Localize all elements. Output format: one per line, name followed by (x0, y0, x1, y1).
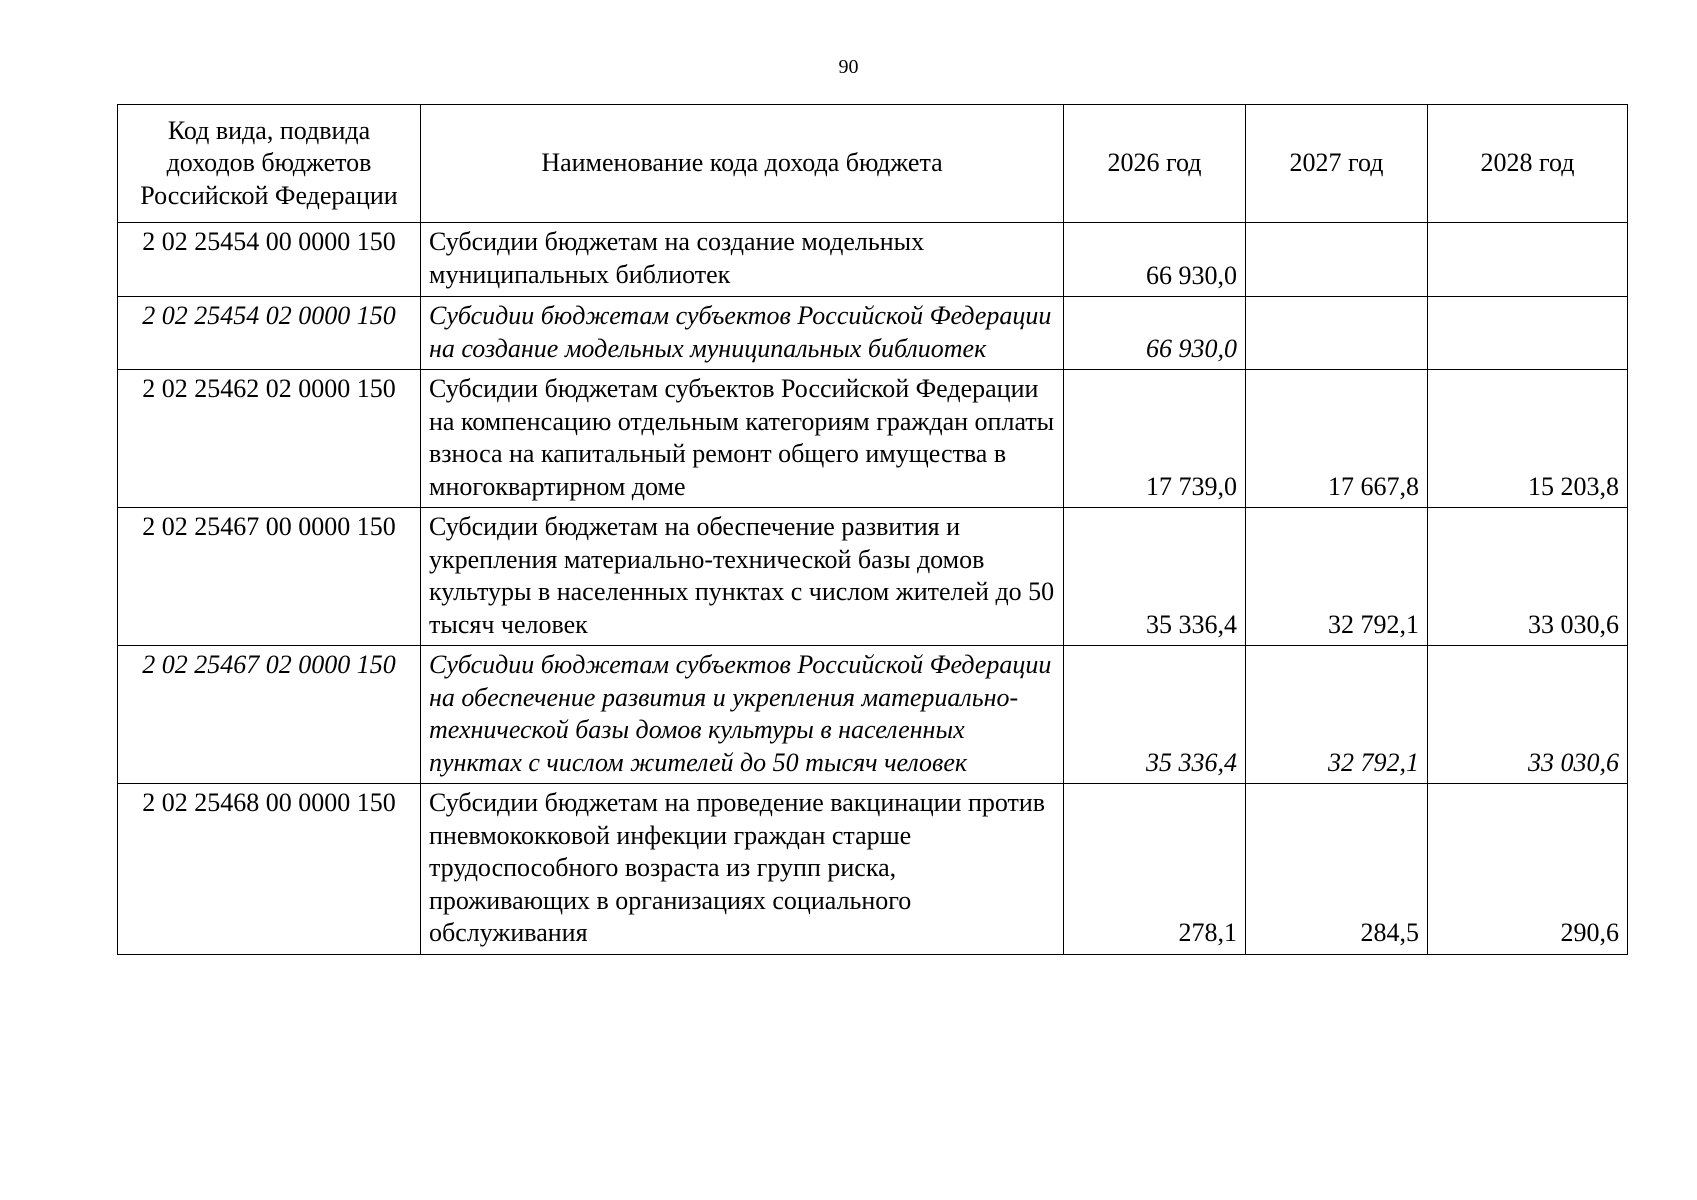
cell-2027: 32 792,1 (1246, 646, 1428, 784)
table-row (118, 508, 1628, 646)
cell-code: 2 02 25454 02 0000 150 (118, 297, 421, 370)
table-row (118, 223, 1628, 297)
header-year-2026: 2026 год (1064, 105, 1246, 223)
header-code: Код вида, подвида доходов бюджетов Российской Федерации (118, 105, 421, 223)
budget-table (117, 104, 1628, 955)
cell-2027: 17 667,8 (1246, 370, 1428, 508)
cell-name: Субсидии бюджетам на обеспечение развития и укрепления материально-технической базы домов культуры в населенных пунктах с числом жителей до 50 тысяч человек (421, 508, 1064, 646)
cell-name: Субсидии бюджетам на проведение вакцинации против пневмококковой инфекции граждан старше трудоспособного возраста из групп риска, проживающих в организациях социального обслуживания (421, 784, 1064, 955)
header-name: Наименование кода дохода бюджета (421, 105, 1064, 223)
cell-2027: 32 792,1 (1246, 508, 1428, 646)
header-year-2028: 2028 год (1428, 105, 1628, 223)
cell-2028: 33 030,6 (1428, 646, 1628, 784)
cell-name: Субсидии бюджетам субъектов Российской Федерации на создание модельных муниципальных библиотек (421, 297, 1064, 370)
cell-2028: 15 203,8 (1428, 370, 1628, 508)
cell-2028 (1428, 223, 1628, 297)
cell-2028 (1428, 297, 1628, 370)
page-number: 90 (838, 56, 859, 78)
table-row (118, 297, 1628, 370)
cell-2026: 278,1 (1064, 784, 1246, 955)
cell-2026: 66 930,0 (1064, 297, 1246, 370)
cell-2028: 33 030,6 (1428, 508, 1628, 646)
cell-2026: 17 739,0 (1064, 370, 1246, 508)
header-row (118, 105, 1628, 223)
cell-code: 2 02 25467 02 0000 150 (118, 646, 421, 784)
cell-name: Субсидии бюджетам субъектов Российской Федерации на компенсацию отдельным категориям граждан оплаты взноса на капитальный ремонт общего имущества в многоквартирном доме (421, 370, 1064, 508)
table-row (118, 370, 1628, 508)
table-row (118, 784, 1628, 955)
cell-code: 2 02 25454 00 0000 150 (118, 223, 421, 297)
cell-2027 (1246, 223, 1428, 297)
cell-code: 2 02 25467 00 0000 150 (118, 508, 421, 646)
cell-2028: 290,6 (1428, 784, 1628, 955)
cell-2026: 35 336,4 (1064, 508, 1246, 646)
cell-code: 2 02 25462 02 0000 150 (118, 370, 421, 508)
cell-name: Субсидии бюджетам субъектов Российской Федерации на обеспечение развития и укрепления материально-технической базы домов культуры в населенных пунктах с числом жителей до 50 тысяч человек (421, 646, 1064, 784)
cell-2027 (1246, 297, 1428, 370)
cell-2026: 66 930,0 (1064, 223, 1246, 297)
cell-2026: 35 336,4 (1064, 646, 1246, 784)
cell-code: 2 02 25468 00 0000 150 (118, 784, 421, 955)
cell-name: Субсидии бюджетам на создание модельных муниципальных библиотек (421, 223, 1064, 297)
header-year-2027: 2027 год (1246, 105, 1428, 223)
cell-2027: 284,5 (1246, 784, 1428, 955)
table-row (118, 646, 1628, 784)
